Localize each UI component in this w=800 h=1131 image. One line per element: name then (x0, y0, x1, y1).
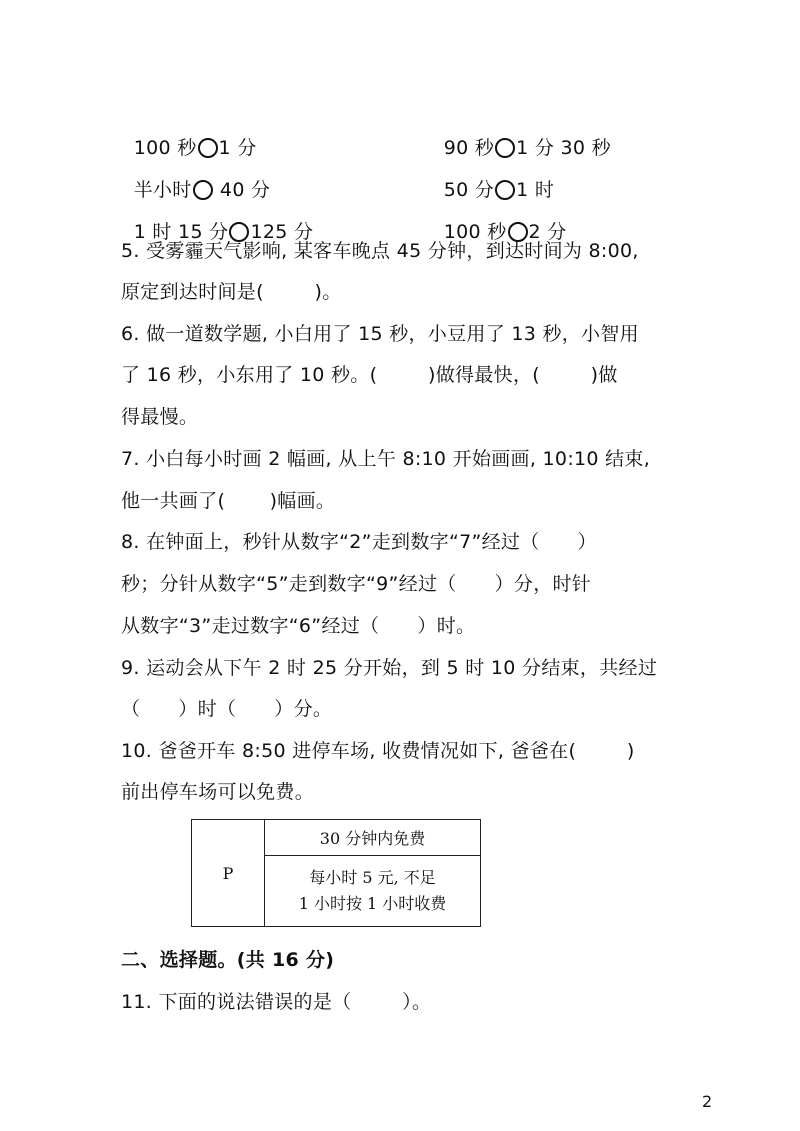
fee-rule (265, 856, 481, 927)
compare-left: 100 秒 (443, 221, 507, 243)
question-10-line-1: 10. 爸爸开车 8:50 进停车场, 收费情况如下, 爸爸在( ) (121, 740, 635, 762)
question-5-line-1: 5. 受雾霾天气影响, 某客车晚点 45 分钟，到达时间为 8:00, (121, 240, 639, 262)
question-10-line-2: 前出停车场可以免费。 (121, 781, 315, 803)
fee-rule-line-2: 1 小时按 1 小时收费 (298, 894, 447, 913)
compare-left: 90 秒 (443, 137, 495, 159)
compare-right: 2 分 (528, 221, 567, 243)
question-6-line-1: 6. 做一道数学题, 小白用了 15 秒，小豆用了 13 秒，小智用 (121, 323, 639, 345)
compare-left: 半小时 (133, 179, 192, 201)
parking-sign: P (192, 820, 265, 927)
question-5-line-2: 原定到达时间是( )。 (121, 281, 342, 303)
question-8-line-2: 秒；分针从数字“5”走到数字“9”经过（ ）分，时针 (121, 573, 592, 595)
compare-right: 1 时 (516, 179, 555, 201)
question-9-line-2: （ ）时（ ）分。 (121, 698, 333, 720)
compare-left: 1 时 15 分 (133, 221, 229, 243)
compare-right: 40 分 (213, 179, 271, 201)
section-2-heading: 二、选择题。(共 16 分) (121, 949, 335, 971)
compare-left: 100 秒 (133, 137, 197, 159)
question-9-line-1: 9. 运动会从下午 2 时 25 分开始，到 5 时 10 分结束，共经过 (121, 657, 658, 679)
question-7-line-2: 他一共画了( )幅画。 (121, 490, 336, 512)
compare-left: 50 分 (443, 179, 495, 201)
question-8-line-3: 从数字“3”走过数字“6”经过（ ）时。 (121, 615, 476, 637)
fee-free-period: 30 分钟内免费 (265, 820, 481, 856)
question-7-line-1: 7. 小白每小时画 2 幅画, 从上午 8:10 开始画画, 10:10 结束, (121, 448, 651, 470)
question-6-line-2: 了 16 秒，小东用了 10 秒。( )做得最快，( )做 (121, 364, 618, 386)
compare-right: 1 分 (218, 137, 257, 159)
compare-right: 1 分 30 秒 (516, 137, 611, 159)
question-8-line-1: 8. 在钟面上，秒针从数字“2”走到数字“7”经过（ ） (121, 531, 597, 553)
compare-right: 125 分 (250, 221, 314, 243)
fee-rule-line-1: 每小时 5 元, 不足 (309, 868, 436, 887)
question-6-line-3: 得最慢。 (121, 406, 199, 428)
question-11: 11. 下面的说法错误的是（ ）。 (121, 991, 432, 1013)
page-number: 2 (702, 1092, 713, 1111)
parking-fee-table (191, 819, 481, 927)
